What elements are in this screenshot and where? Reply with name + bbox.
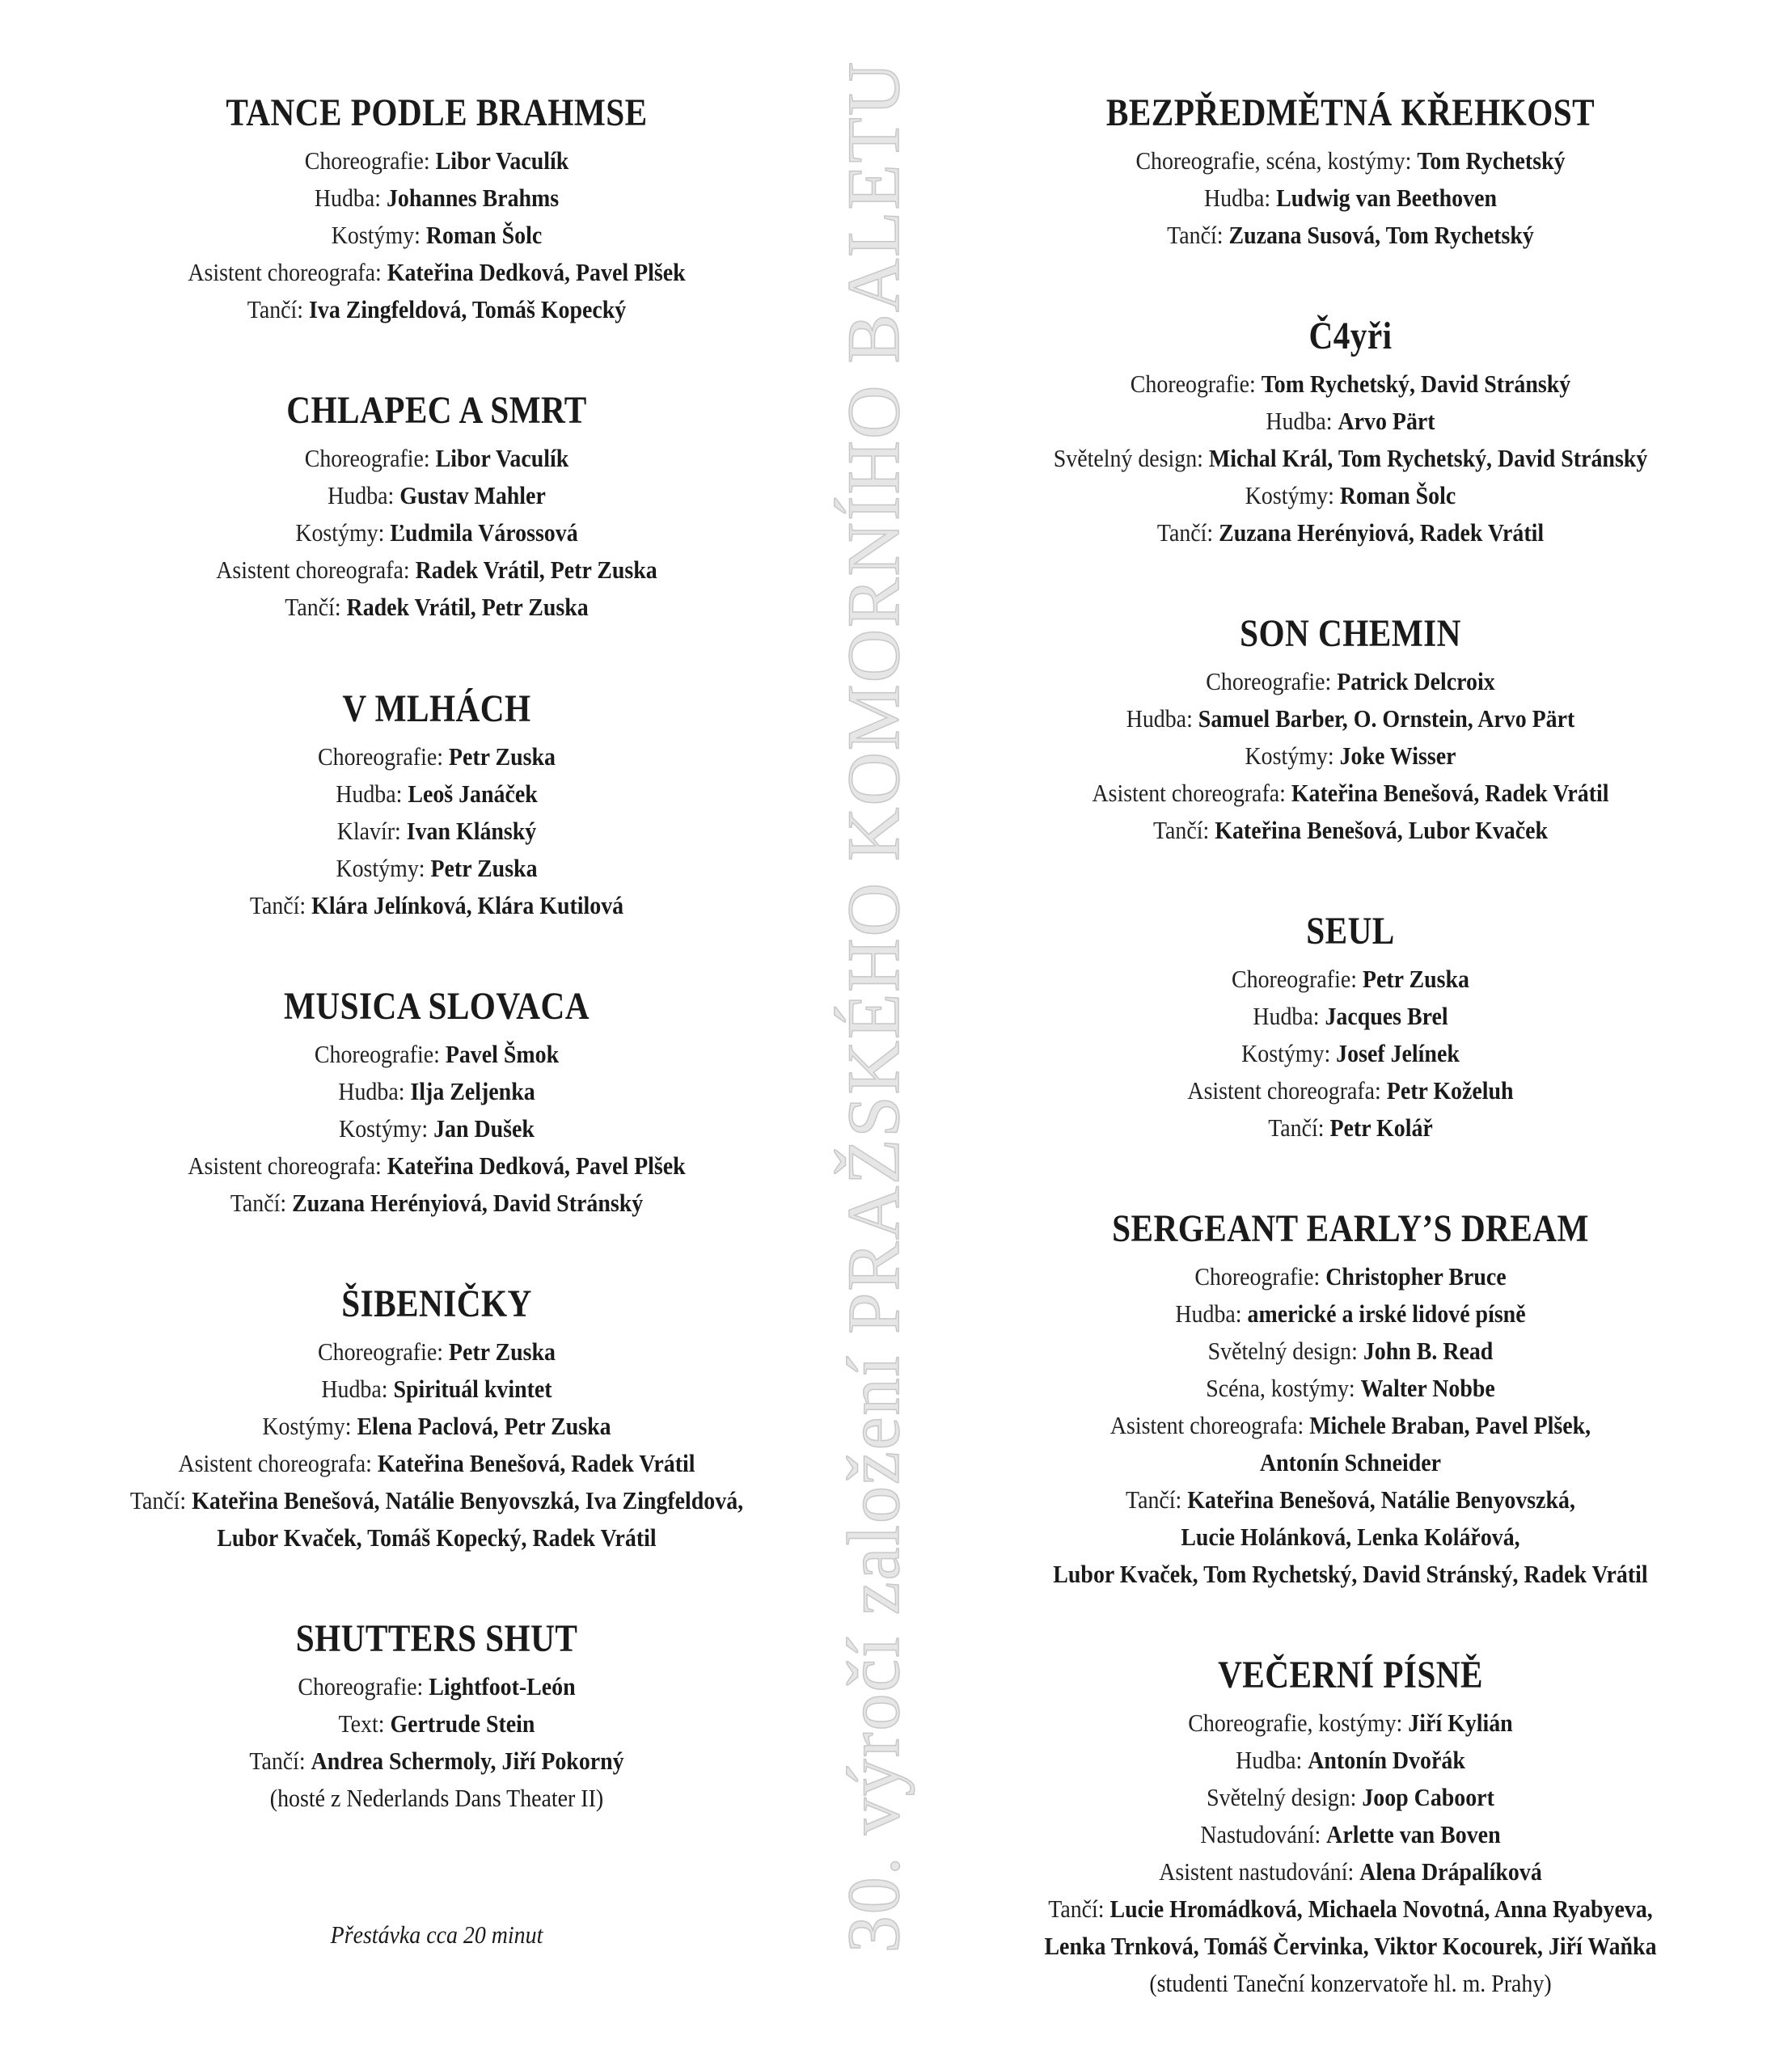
piece-musica-slovaca xyxy=(89,982,784,1222)
credit-line: Hudba: Johannes Brahms xyxy=(314,184,560,212)
piece-chlapec-a-smrt xyxy=(89,387,784,626)
credit-line: Asistent choreografa: Radek Vrátil, Petr Zuska xyxy=(216,556,657,584)
credit-line: Hudba: Arvo Pärt xyxy=(1266,407,1435,435)
credit-line: Kostýmy: Joke Wisser xyxy=(1245,741,1456,770)
credit-line: Choreografie: Lightfoot-León xyxy=(298,1672,576,1700)
credit-line: Tančí: Klára Jelínková, Klára Kutilová xyxy=(249,891,624,919)
piece-title: ŠIBENIČKY xyxy=(341,1282,532,1325)
piece-title: MUSICA SLOVACA xyxy=(283,985,590,1028)
credit-line: Hudba: americké a irské lidové písně xyxy=(1175,1299,1526,1328)
credit-line: Hudba: Ludwig van Beethoven xyxy=(1204,184,1497,212)
credit-line: Hudba: Ilja Zeljenka xyxy=(338,1077,535,1105)
credit-line: Tančí: Kateřina Benešová, Natálie Benyovszká, Iva Zingfeldová, xyxy=(129,1486,744,1514)
piece-vecerni-pisne xyxy=(978,1651,1722,2002)
piece-v-mlhach xyxy=(89,685,784,924)
credit-line: Kostýmy: Roman Šolc xyxy=(331,221,543,249)
piece-sibenicky xyxy=(89,1280,784,1557)
piece-title: CHLAPEC A SMRT xyxy=(286,389,587,432)
credit-line: Hudba: Jacques Brel xyxy=(1253,1002,1448,1030)
credit-line: Kostýmy: Petr Zuska xyxy=(336,854,538,882)
credit-line: Kostýmy: Jan Dušek xyxy=(339,1114,535,1143)
intermission-note: Přestávka cca 20 minut xyxy=(330,1920,543,1949)
piece-title: SEUL xyxy=(1306,910,1395,953)
credit-line: Choreografie: Libor Vaculík xyxy=(304,146,569,175)
credit-line: Choreografie, scéna, kostýmy: Tom Rychetský xyxy=(1135,146,1566,175)
credit-line: Asistent choreografa: Petr Koželuh xyxy=(1187,1076,1514,1105)
credit-continuation: Lucie Holánková, Lenka Kolářová, xyxy=(1181,1523,1520,1551)
credit-line: Choreografie: Libor Vaculík xyxy=(304,444,569,472)
credit-line: Světelný design: Joop Caboort xyxy=(1207,1783,1494,1811)
credit-line: Nastudování: Arlette van Boven xyxy=(1200,1820,1501,1848)
piece-title: SERGEANT EARLY’S DREAM xyxy=(1112,1207,1589,1250)
credit-line: Světelný design: Michal Král, Tom Rychetský, David Stránský xyxy=(1053,444,1648,472)
credit-line: Hudba: Gustav Mahler xyxy=(328,481,546,509)
credit-line: Hudba: Spirituál kvintet xyxy=(321,1375,552,1403)
credit-line: Tančí: Kateřina Benešová, Lubor Kvaček xyxy=(1152,816,1549,844)
guest-note: (hosté z Nederlands Dans Theater II) xyxy=(269,1784,604,1812)
credit-line: Choreografie: Petr Zuska xyxy=(1232,965,1469,993)
vertical-anniversary-title: 30. výročí založení PRAŽSKÉHO KOMORNÍHO BALETU xyxy=(832,60,915,1954)
piece-title: BEZPŘEDMĚTNÁ KŘEHKOST xyxy=(1105,91,1595,134)
credit-line: Tančí: Zuzana Herényiová, Radek Vrátil xyxy=(1156,518,1545,547)
piece-seul xyxy=(978,907,1722,1147)
piece-c4yri xyxy=(978,312,1722,551)
piece-title: Č4yři xyxy=(1308,315,1393,357)
credit-line: Asistent choreografa: Kateřina Benešová, Radek Vrátil xyxy=(1092,779,1609,807)
credit-line: Asistent choreografa: Michele Braban, Pavel Plšek, xyxy=(1109,1411,1591,1439)
credit-line: Světelný design: John B. Read xyxy=(1207,1337,1494,1365)
credit-line: Asistent nastudování: Alena Drápalíková xyxy=(1159,1857,1542,1886)
credit-line: Kostýmy: Elena Paclová, Petr Zuska xyxy=(262,1412,611,1440)
credit-line: Tančí: Petr Kolář xyxy=(1268,1113,1433,1142)
piece-title: SHUTTERS SHUT xyxy=(295,1617,578,1660)
piece-title: TANCE PODLE BRAHMSE xyxy=(226,91,648,134)
credit-line: Asistent choreografa: Kateřina Dedková, Pavel Plšek xyxy=(188,258,686,286)
credit-line: Kostýmy: Josef Jelínek xyxy=(1241,1039,1460,1067)
credit-line: Asistent choreografa: Kateřina Dedková, Pavel Plšek xyxy=(188,1151,686,1180)
credit-continuation: Antonín Schneider xyxy=(1259,1448,1442,1476)
credit-continuation: Lubor Kvaček, Tom Rychetský, David Stránský, Radek Vrátil xyxy=(1053,1560,1648,1588)
credit-line: Tančí: Lucie Hromádková, Michaela Novotná, Anna Ryabyeva, xyxy=(1048,1895,1653,1923)
credit-line: Kostýmy: Roman Šolc xyxy=(1245,481,1456,509)
credit-line: Choreografie: Patrick Delcroix xyxy=(1206,667,1495,695)
piece-shutters-shut xyxy=(89,1615,784,1817)
credit-line: Hudba: Leoš Janáček xyxy=(336,779,538,808)
piece-title: VEČERNÍ PÍSNĚ xyxy=(1218,1654,1483,1696)
credit-line: Tančí: Andrea Schermoly, Jiří Pokorný xyxy=(249,1747,624,1775)
credit-line: Hudba: Samuel Barber, O. Ornstein, Arvo Pärt xyxy=(1126,704,1575,733)
piece-bezpredmetna-krehkost xyxy=(978,89,1722,254)
credit-line: Tančí: Kateřina Benešová, Natálie Benyovszká, xyxy=(1125,1485,1575,1514)
credit-line: Text: Gertrude Stein xyxy=(338,1709,535,1738)
credit-line: Choreografie: Tom Rychetský, David Stránský xyxy=(1130,370,1571,398)
piece-sergeant-earlys-dream xyxy=(978,1205,1722,1593)
credit-line: Choreografie, kostýmy: Jiří Kylián xyxy=(1188,1709,1513,1737)
credit-line: Scéna, kostýmy: Walter Nobbe xyxy=(1206,1374,1495,1402)
credit-line: Klavír: Ivan Klánský xyxy=(336,817,537,845)
piece-title: SON CHEMIN xyxy=(1240,612,1461,655)
credit-line: Kostýmy: Ľudmila Várossová xyxy=(295,518,578,547)
credit-line: Tančí: Iva Zingfeldová, Tomáš Kopecký xyxy=(247,295,627,323)
credit-continuation: Lenka Trnková, Tomáš Červinka, Viktor Kocourek, Jiří Waňka xyxy=(1044,1932,1657,1960)
credit-line: Choreografie: Pavel Šmok xyxy=(314,1040,560,1068)
credit-line: Choreografie: Petr Zuska xyxy=(318,742,556,771)
credit-continuation: Lubor Kvaček, Tomáš Kopecký, Radek Vrátil xyxy=(217,1523,657,1552)
credit-line: Tančí: Radek Vrátil, Petr Zuska xyxy=(285,593,589,621)
credit-line: Asistent choreografa: Kateřina Benešová, Radek Vrátil xyxy=(178,1449,695,1477)
credit-line: Choreografie: Petr Zuska xyxy=(318,1337,556,1366)
piece-tance-podle-brahmse xyxy=(89,89,784,328)
credit-line: Tančí: Zuzana Susová, Tom Rychetský xyxy=(1167,221,1534,249)
credit-line: Tančí: Zuzana Herényiová, David Stránský xyxy=(230,1189,644,1217)
credit-line: Choreografie: Christopher Bruce xyxy=(1194,1262,1507,1291)
piece-son-chemin xyxy=(978,610,1722,849)
student-note: (studenti Taneční konzervatoře hl. m. Prahy) xyxy=(1149,1969,1552,1997)
piece-title: V MLHÁCH xyxy=(342,687,531,730)
credit-line: Hudba: Antonín Dvořák xyxy=(1236,1746,1465,1774)
